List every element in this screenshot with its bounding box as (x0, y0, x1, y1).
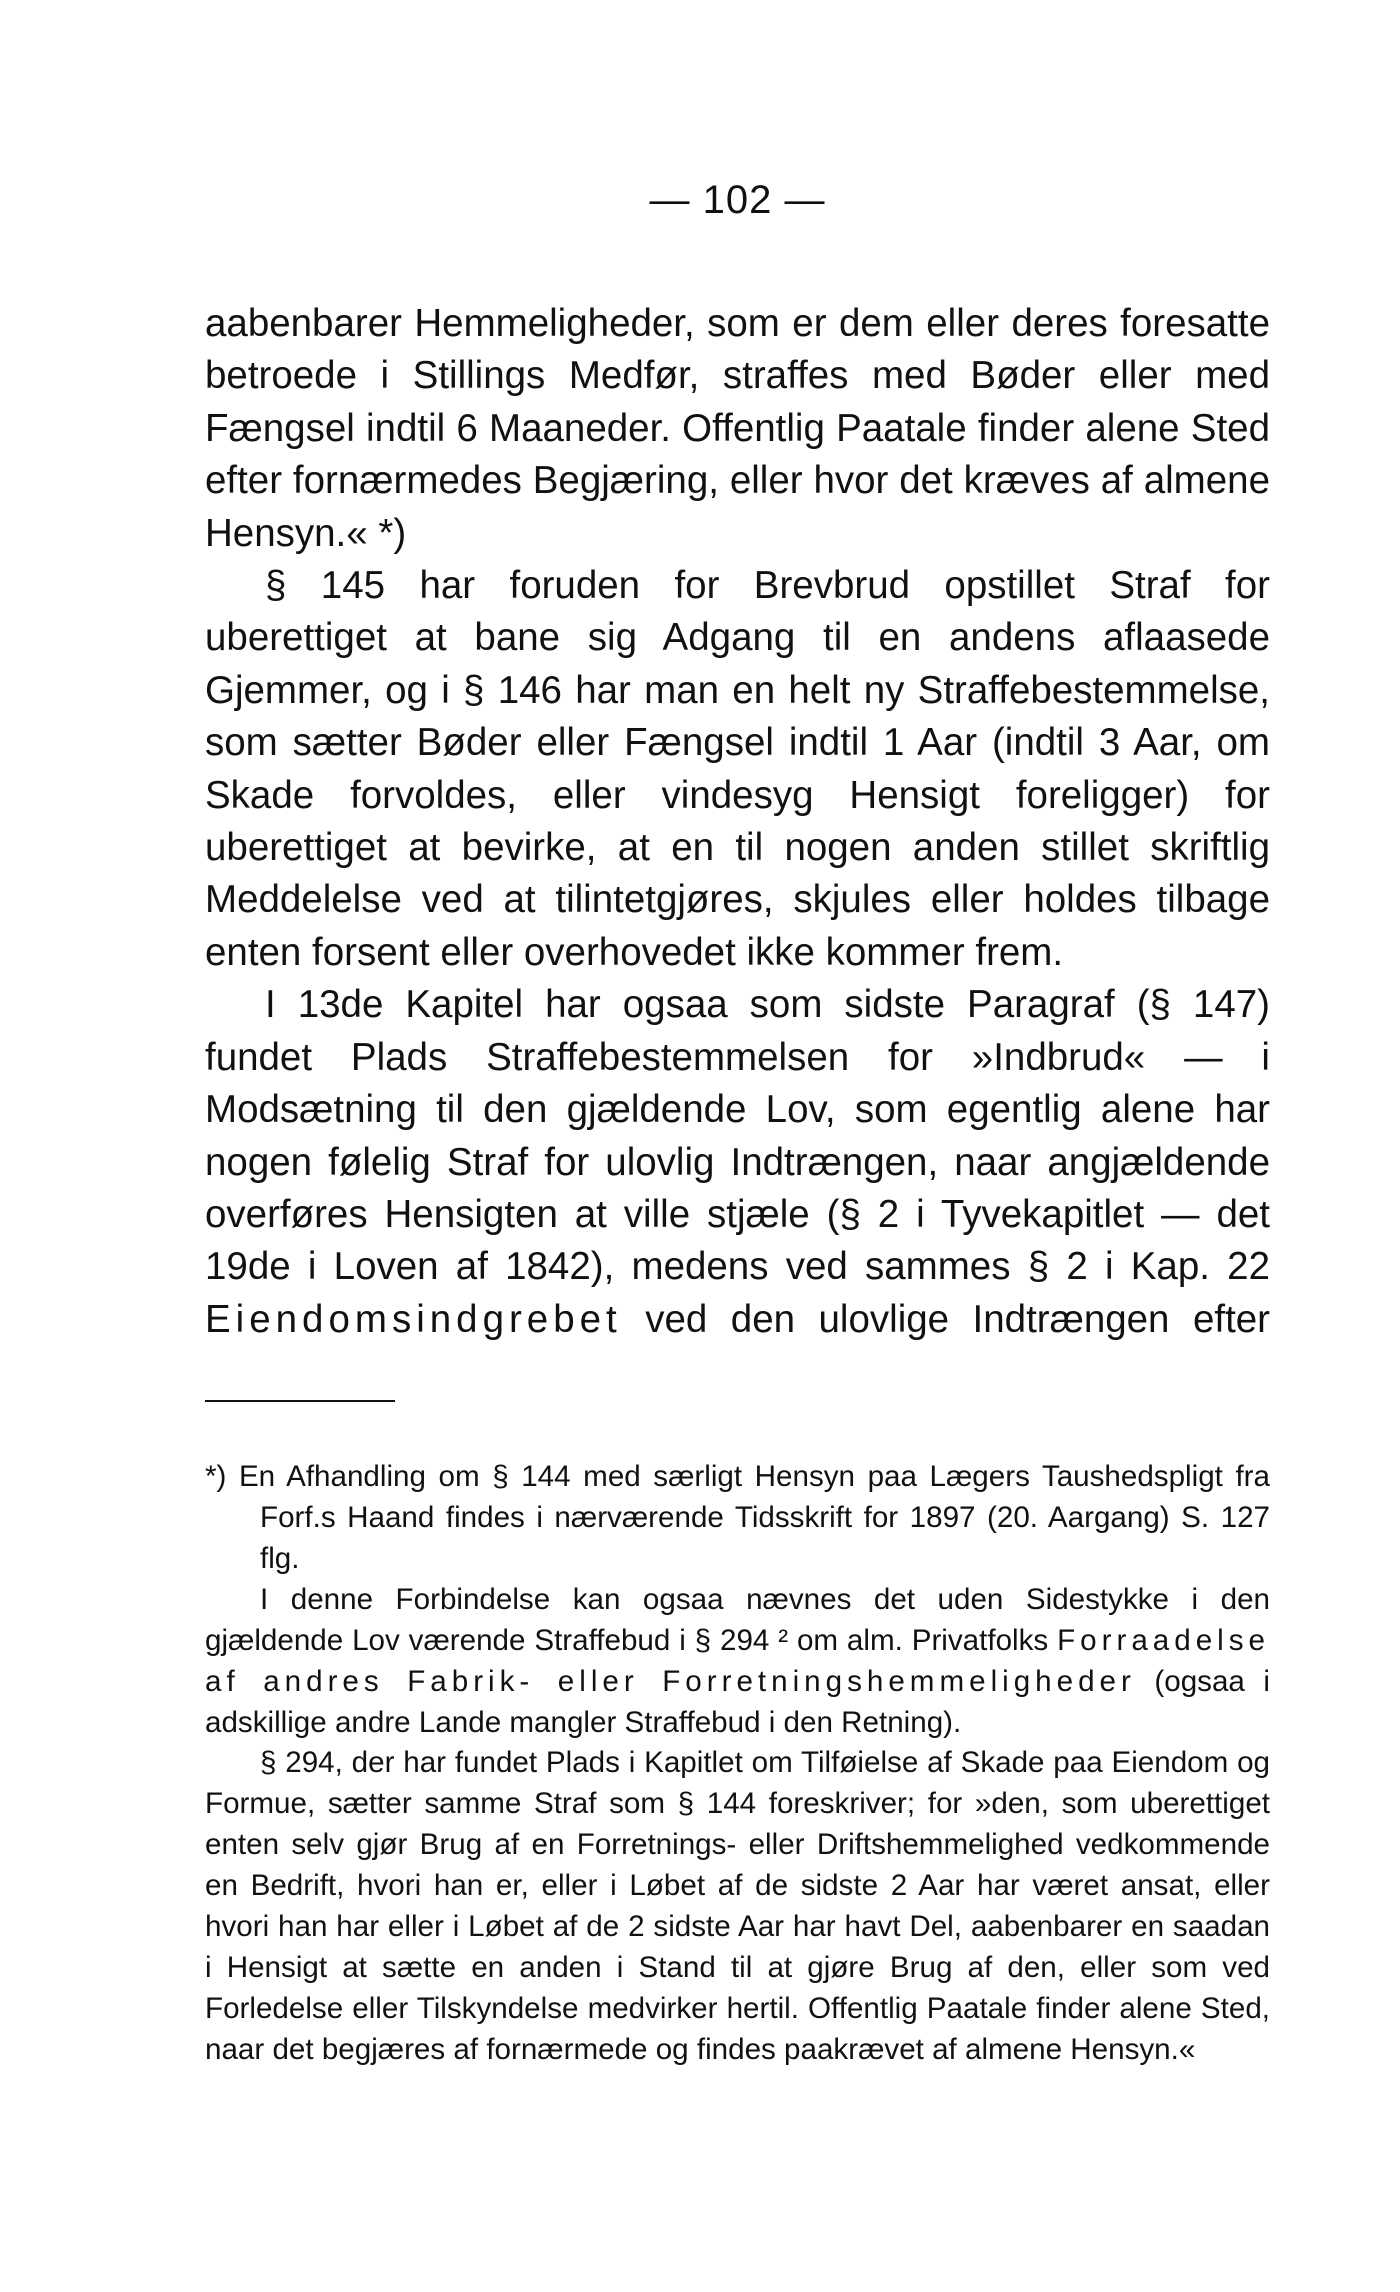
footnote-1: *) En Afhandling om § 144 med særligt Hensyn paa Lægers Taushedspligt fra Forf.s Haand findes i nærværende Tidsskrift for 1897 (20. Aargang) S. 127 flg. (205, 1460, 1270, 1575)
emphasized-term: Eiendomsindgrebet (205, 1297, 622, 1341)
footnotes (205, 1457, 1270, 2071)
paragraph-3-continuation: ved den ulovlige Indtrængen efter (645, 1297, 1270, 1341)
footnote-2 (205, 1580, 1270, 1744)
footnote-divider (205, 1400, 395, 1402)
main-text (205, 298, 1270, 1346)
footnote-2-continuation: (ogsaa i adskillige andre Lande mangler Straffebud i den Retning). (205, 1664, 1270, 1739)
paragraph-1: aabenbarer Hemmeligheder, som er dem eller deres foresatte betroede i Stillings Medfør, straffes med Bøder eller med Fængsel indtil 6 Maaneder. Offentlig Paatale finder alene Sted efter fornærmedes Begjæring, eller hvor det kræves af almene Hensyn.« *) (205, 302, 1270, 555)
paragraph-2: § 145 har foruden for Brevbrud opstillet Straf for uberettiget at bane sig Adgang til en andens aflaasede Gjemmer, og i § 146 har man en helt ny Straffebestemmelse, som sætter Bøder eller Fængsel indtil 1 Aar (indtil 3 Aar, om Skade forvoldes, eller vindesyg Hensigt foreligger) for uberettiget at bevirke, at en til nogen anden stillet skriftlig Meddelelse ved at tilintetgjøres, skjules eller holdes tilbage enten forsent eller overhovedet ikke kommer frem. (205, 564, 1270, 974)
page-number: — 102 — (649, 178, 826, 222)
footnote-emphasized-term: Forraadelse af andres Fabrik- eller Forretningshemmeligheder (205, 1623, 1270, 1698)
footnote-3: § 294, der har fundet Plads i Kapitlet om Tilføielse af Skade paa Eiendom og Formue, sætter samme Straf som § 144 foreskriver; for »den, som uberettiget enten selv gjør Brug af en Forretnings- eller Driftshemmelighed vedkommende en Bedrift, hvori han er, eller i Løbet af de sidste 2 Aar har været ansat, eller hvori han har eller i Løbet af de 2 sidste Aar har havt Del, aabenbarer en saadan i Hensigt at sætte en anden i Stand til at gjøre Brug af den, eller som ved Forledelse eller Tilskyndelse medvirker hertil. Offentlig Paatale finder alene Sted, naar det begjæres af fornærmede og findes paakrævet af almene Hensyn.« (205, 1746, 1270, 2066)
footnote-2-text: I denne Forbindelse kan ogsaa nævnes det uden Sidestykke i den gjældende Lov værende Straffebud i § 294 ² om alm. Privatfolks (205, 1582, 1270, 1657)
paragraph-3-text: I 13de Kapitel har ogsaa som sidste Paragraf (§ 147) fundet Plads Straffebestemmelsen for »Indbrud« — i Modsætning til den gjældende Lov, som egentlig alene har nogen følelig Straf for ulovlig Indtrængen, naar angjældende overføres Hensigten at ville stjæle (§ 2 i Tyvekapitlet — det 19de i Loven af 1842), medens ved sammes § 2 i Kap. 22 (205, 983, 1270, 1289)
paragraph-3 (205, 979, 1270, 1346)
book-page (205, 180, 1270, 2071)
